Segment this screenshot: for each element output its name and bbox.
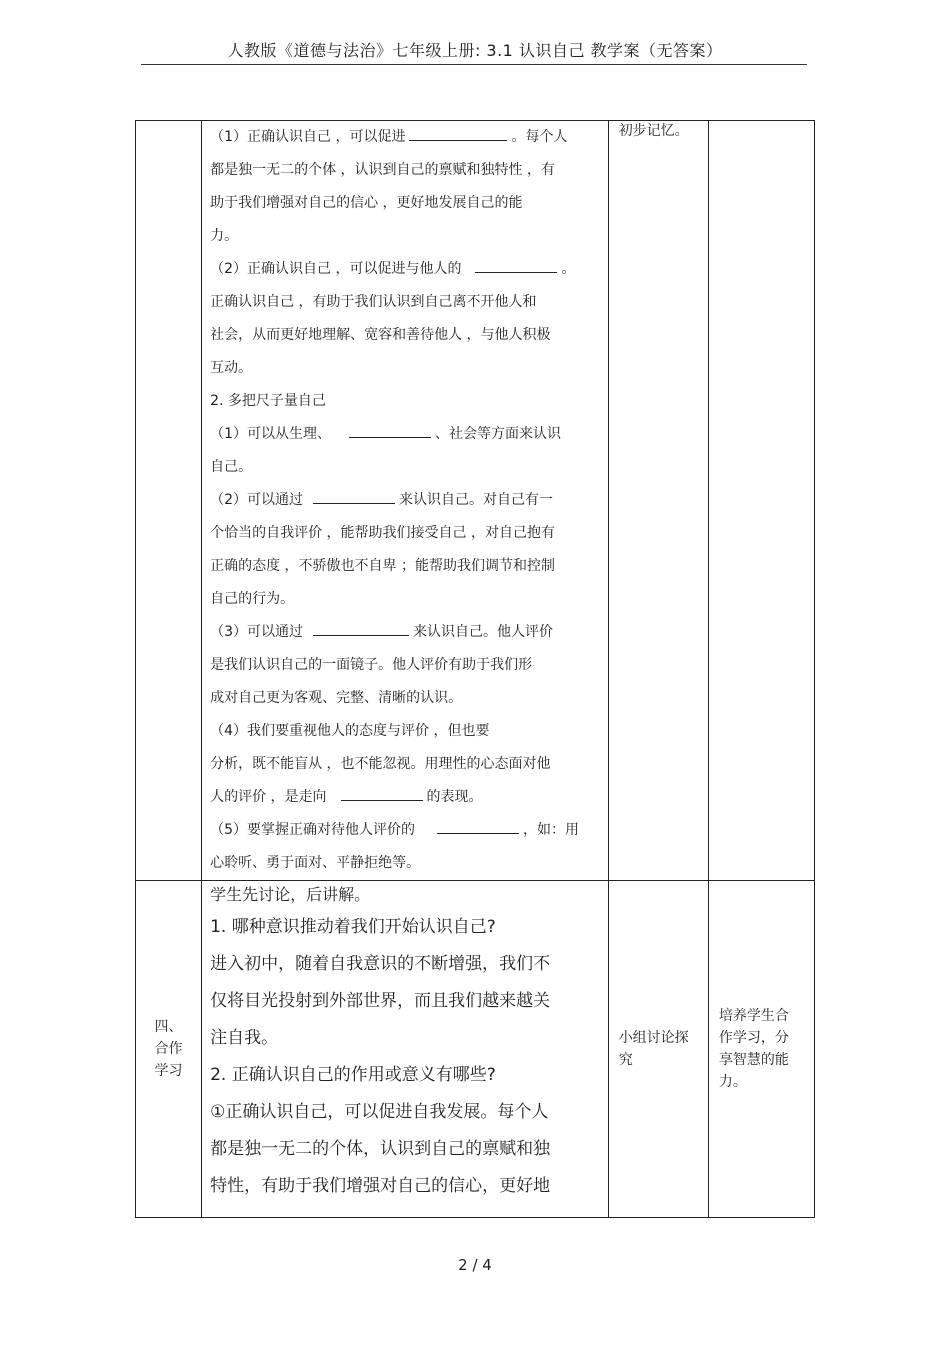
method-text: 小组讨论探 [618,1030,689,1046]
section-cell [136,881,202,1218]
method-text: 究 [618,1052,633,1068]
method-cell [608,881,708,1218]
section-cell [136,121,202,881]
content-line: 助于我们增强对自己的信心 ，更好地发展自己的能 [210,195,523,211]
method-text: 初步记忆。 [618,123,689,139]
content-line: （1）正确认识自己 ，可以促进 。每个人 [210,121,596,154]
intent-cell [708,121,814,881]
content-line: （5）要掌握正确对待他人评价的 ，如：用 [210,814,596,847]
content-line: 都是独一无二的个体，认识到自己的禀赋和独 [210,1139,551,1159]
content-line: 1. 哪种意识推动着我们开始认识自己? [210,917,496,937]
page-header: 人教版《道德与法治》七年级上册: 3.1 认识自己 教学案（无答案） [227,41,723,60]
table-row-knowledge [136,121,815,881]
content-line: 自己。 [210,459,253,475]
content-cell [202,121,609,881]
content-line: 心聆听、勇于面对、平静拒绝等。 [210,855,421,871]
content-line: （4）我们要重视他人的态度与评价 ，但也要 [210,723,490,739]
lesson-table [135,120,815,1218]
content-line: 是我们认识自己的一面镜子。他人评价有助于我们形 [210,657,533,673]
content-line: 正确认识自己 ，有助于我们认识到自己离不开他人和 [210,294,537,310]
content-line: 进入初中，随着自我意识的不断增强，我们不 [210,954,551,974]
page-number: 2 / 4 [458,1256,492,1274]
content-line: 2. 多把尺子量自己 [210,393,326,409]
content-line: 自己的行为。 [210,591,295,607]
content-line: 个恰当的自我评价 ，能帮助我们接受自己 ，对自己抱有 [210,525,555,541]
content-line: 力。 [210,228,239,244]
content-line: 仅将目光投射到外部世界，而且我们越来越关 [210,991,551,1011]
content-line: （3）可以通过 来认识自己。他人评价 [210,616,596,649]
intent-text: 力。 [718,1074,747,1090]
content-line: 学生先讨论，后讲解。 [210,885,371,904]
intent-cell [708,881,814,1218]
section-label: 合作 [154,1041,183,1057]
table-row-cooperation [136,881,815,1218]
content-line: 都是独一无二的个体 ，认识到自己的禀赋和独特性 ，有 [210,162,555,178]
intent-text: 作学习，分 [718,1030,789,1046]
method-cell [608,121,708,881]
content-line: （2）正确认识自己 ，可以促进与他人的 。 [210,253,596,286]
intent-text: 培养学生合 [718,1008,789,1024]
content-line: 成对自己更为客观、完整、清晰的认识。 [210,690,463,706]
section-label: 四、 [154,1019,183,1035]
content-line: 特性，有助于我们增强对自己的信心，更好地 [210,1176,551,1196]
content-line: ①正确认识自己，可以促进自我发展。每个人 [210,1102,549,1122]
content-line: 社会，从而更好地理解、宽容和善待他人 ，与他人积极 [210,327,551,343]
section-label: 学习 [154,1063,183,1079]
content-line: 注自我。 [210,1028,279,1048]
content-line: 分析，既不能盲从 ，也不能忽视。用理性的心态面对他 [210,756,551,772]
content-line: （1）可以从生理、 、社会等方面来认识 [210,418,596,451]
content-line: 人的评价 ，是走向 的表现。 [210,781,596,814]
content-line: 2. 正确认识自己的作用或意义有哪些? [210,1065,496,1085]
content-line: 互动。 [210,360,253,376]
content-line: （2）可以通过 来认识自己。对自己有一 [210,484,596,517]
header-rule [141,64,807,65]
content-cell [202,881,609,1218]
intent-text: 享智慧的能 [718,1052,789,1068]
content-line: 正确的态度 ，不骄傲也不自卑 ；能帮助我们调节和控制 [210,558,555,574]
